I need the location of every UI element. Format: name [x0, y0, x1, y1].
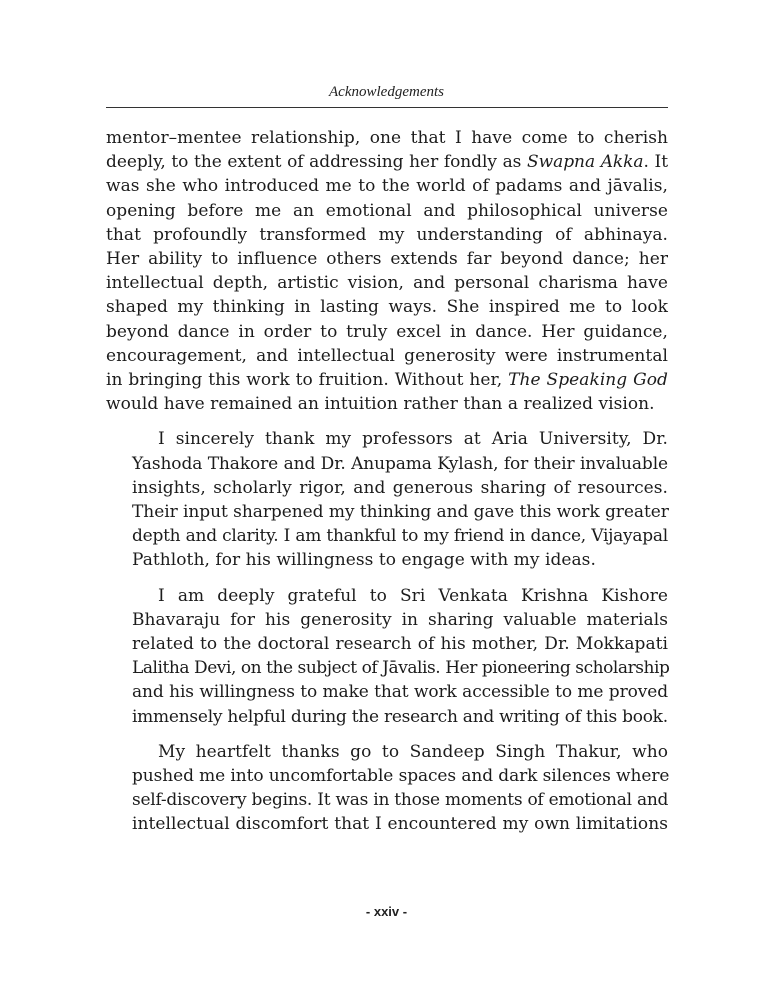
text-line: was she who introduced me to the world of padams and jāvalis,	[106, 176, 668, 197]
text-line	[106, 368, 668, 392]
text-line: Their input sharpened my thinking and gave this work greater	[132, 502, 669, 523]
text-line: pushed me into uncomfortable spaces and dark silences where	[132, 766, 670, 787]
text-line: would have remained an intuition rather than a realized vision.	[106, 394, 655, 415]
text-line: intellectual discomfort that I encountered my own limitations	[132, 814, 668, 835]
italic-name: Swapna Akka	[527, 152, 644, 173]
text-line: beyond dance in order to truly excel in dance. Her guidance,	[106, 321, 668, 342]
text-fragment: . It	[643, 152, 669, 173]
text-line: Pathloth, for his willingness to engage with my ideas.	[132, 550, 596, 571]
text-line: Lalitha Devi, on the subject of Jāvalis. Her pioneering scholarship	[132, 658, 670, 679]
paragraph-2	[106, 427, 668, 572]
text-line	[106, 150, 668, 174]
italic-book-title: The Speaking God	[508, 370, 668, 391]
text-line: I am deeply grateful to Sri Venkata Krishna Kishore	[158, 585, 668, 606]
text-line: mentor–mentee relationship, one that I have come to cherish	[106, 128, 668, 148]
text-line: Bhavaraju for his generosity in sharing valuable materials	[132, 609, 668, 630]
text-fragment: deeply, to the extent of addressing her fondly as	[106, 152, 528, 173]
text-line: I sincerely thank my professors at Aria University, Dr.	[158, 429, 668, 450]
text-line: My heartfelt thanks go to Sandeep Singh Thakur, who	[158, 741, 668, 762]
header-title: Acknowledgements	[329, 84, 444, 100]
text-line: related to the doctoral research of his mother, Dr. Mokkapati	[132, 634, 668, 655]
text-line: immensely helpful during the research and writing of this book.	[132, 706, 668, 727]
paragraph-1	[106, 126, 668, 416]
text-line: Yashoda Thakore and Dr. Anupama Kylash, for their invaluable	[132, 453, 668, 474]
page-body	[106, 126, 668, 848]
header-divider	[106, 107, 668, 108]
text-line: self-discovery begins. It was in those moments of emotional and	[132, 790, 669, 811]
text-line: depth and clarity. I am thankful to my friend in dance, Vijayapal	[132, 526, 668, 547]
text-line: opening before me an emotional and philosophical universe	[106, 200, 668, 221]
text-fragment: in bringing this work to fruition. Without her,	[106, 370, 509, 391]
text-line: Her ability to influence others extends far beyond dance; her	[106, 249, 668, 270]
text-line: shaped my thinking in lasting ways. She inspired me to look	[106, 297, 668, 318]
paragraph-3	[106, 584, 668, 729]
text-line: insights, scholarly rigor, and generous sharing of resources.	[132, 477, 668, 498]
text-line: and his willingness to make that work accessible to me proved	[132, 682, 668, 703]
text-line: intellectual depth, artistic vision, and personal charisma have	[106, 273, 668, 294]
text-line: encouragement, and intellectual generosity were instrumental	[106, 345, 668, 366]
text-line: that profoundly transformed my understanding of abhinaya.	[106, 224, 668, 245]
page-number: - xxiv -	[365, 904, 408, 919]
paragraph-4	[106, 740, 668, 837]
